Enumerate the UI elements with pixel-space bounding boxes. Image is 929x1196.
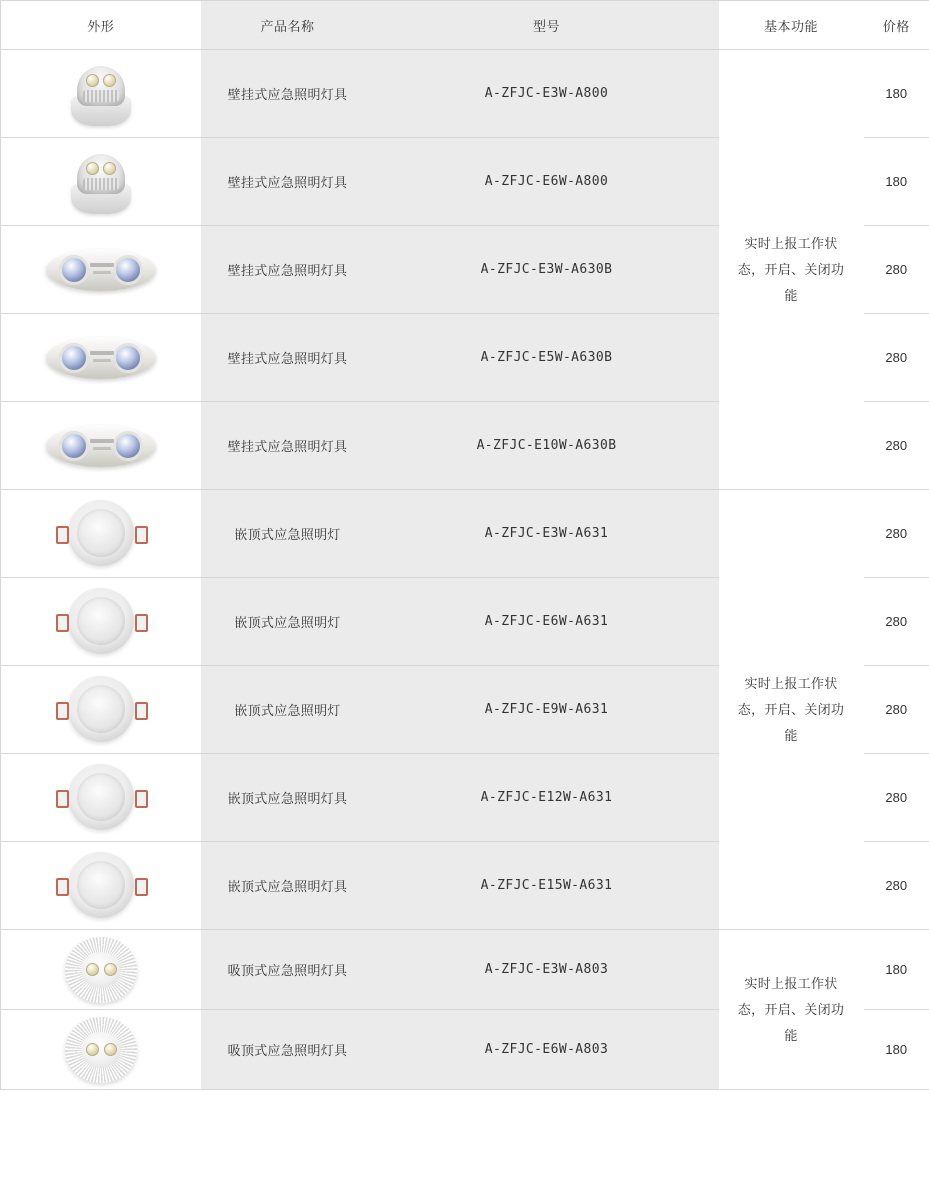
product-model-cell: A-ZFJC-E3W-A803: [375, 930, 719, 1010]
product-model-cell: A-ZFJC-E3W-A630B: [375, 226, 719, 314]
product-model-cell: A-ZFJC-E15W-A631: [375, 842, 719, 930]
table-body: [1, 50, 929, 1090]
product-image-cell: [1, 226, 201, 314]
column-header-name: 产品名称: [201, 1, 375, 50]
product-name-cell: 嵌顶式应急照明灯: [201, 666, 375, 754]
ceiling-light-icon: [1, 935, 201, 1005]
product-name-cell: 壁挂式应急照明灯具: [201, 402, 375, 490]
product-name-cell: 嵌顶式应急照明灯具: [201, 842, 375, 930]
product-price-cell: 280: [864, 226, 929, 314]
product-image-cell: [1, 754, 201, 842]
table-header-row: [1, 1, 929, 50]
product-image-cell: [1, 314, 201, 402]
product-model-cell: A-ZFJC-E6W-A631: [375, 578, 719, 666]
product-image-cell: [1, 50, 201, 138]
product-function-cell: 实时上报工作状态，开启、关闭功能: [719, 50, 864, 490]
recessed-downlight-icon: [1, 672, 201, 748]
product-name-cell: 嵌顶式应急照明灯: [201, 490, 375, 578]
product-image-cell: [1, 1010, 201, 1090]
wall-twin-eye-light-icon: [1, 419, 201, 473]
product-name-cell: 嵌顶式应急照明灯具: [201, 754, 375, 842]
product-name-cell: 壁挂式应急照明灯具: [201, 138, 375, 226]
table-row: [1, 50, 929, 138]
product-model-cell: A-ZFJC-E3W-A631: [375, 490, 719, 578]
column-header-function: 基本功能: [719, 1, 864, 50]
product-price-cell: 180: [864, 138, 929, 226]
product-image-cell: [1, 578, 201, 666]
recessed-downlight-icon: [1, 760, 201, 836]
product-price-cell: 280: [864, 490, 929, 578]
product-name-cell: 吸顶式应急照明灯具: [201, 930, 375, 1010]
product-model-cell: A-ZFJC-E12W-A631: [375, 754, 719, 842]
product-price-cell: 280: [864, 314, 929, 402]
product-image-cell: [1, 930, 201, 1010]
product-model-cell: A-ZFJC-E10W-A630B: [375, 402, 719, 490]
recessed-downlight-icon: [1, 584, 201, 660]
product-name-cell: 嵌顶式应急照明灯: [201, 578, 375, 666]
ceiling-light-icon: [1, 1015, 201, 1085]
product-price-cell: 280: [864, 402, 929, 490]
product-image-cell: [1, 666, 201, 754]
product-function-cell: 实时上报工作状态，开启、关闭功能: [719, 930, 864, 1090]
table-header: [1, 1, 929, 50]
wall-twin-eye-light-icon: [1, 243, 201, 297]
product-name-cell: 吸顶式应急照明灯具: [201, 1010, 375, 1090]
product-price-cell: 280: [864, 754, 929, 842]
product-model-cell: A-ZFJC-E3W-A800: [375, 50, 719, 138]
product-image-cell: [1, 490, 201, 578]
product-price-cell: 280: [864, 842, 929, 930]
column-header-price: 价格: [864, 1, 929, 50]
product-name-cell: 壁挂式应急照明灯具: [201, 314, 375, 402]
product-price-cell: 180: [864, 50, 929, 138]
wall-twin-eye-light-icon: [1, 331, 201, 385]
product-model-cell: A-ZFJC-E6W-A803: [375, 1010, 719, 1090]
product-price-cell: 280: [864, 578, 929, 666]
product-model-cell: A-ZFJC-E6W-A800: [375, 138, 719, 226]
product-image-cell: [1, 402, 201, 490]
product-function-cell: 实时上报工作状态，开启、关闭功能: [719, 490, 864, 930]
table-row: [1, 930, 929, 1010]
product-image-cell: [1, 138, 201, 226]
product-price-cell: 280: [864, 666, 929, 754]
product-image-cell: [1, 842, 201, 930]
table-row: [1, 490, 929, 578]
product-model-cell: A-ZFJC-E9W-A631: [375, 666, 719, 754]
product-model-cell: A-ZFJC-E5W-A630B: [375, 314, 719, 402]
product-price-cell: 180: [864, 930, 929, 1010]
product-name-cell: 壁挂式应急照明灯具: [201, 50, 375, 138]
recessed-downlight-icon: [1, 848, 201, 924]
product-name-cell: 壁挂式应急照明灯具: [201, 226, 375, 314]
wall-dome-light-icon: [1, 146, 201, 218]
recessed-downlight-icon: [1, 496, 201, 572]
column-header-model: 型号: [375, 1, 719, 50]
product-price-cell: 180: [864, 1010, 929, 1090]
wall-dome-light-icon: [1, 58, 201, 130]
column-header-image: 外形: [1, 1, 201, 50]
